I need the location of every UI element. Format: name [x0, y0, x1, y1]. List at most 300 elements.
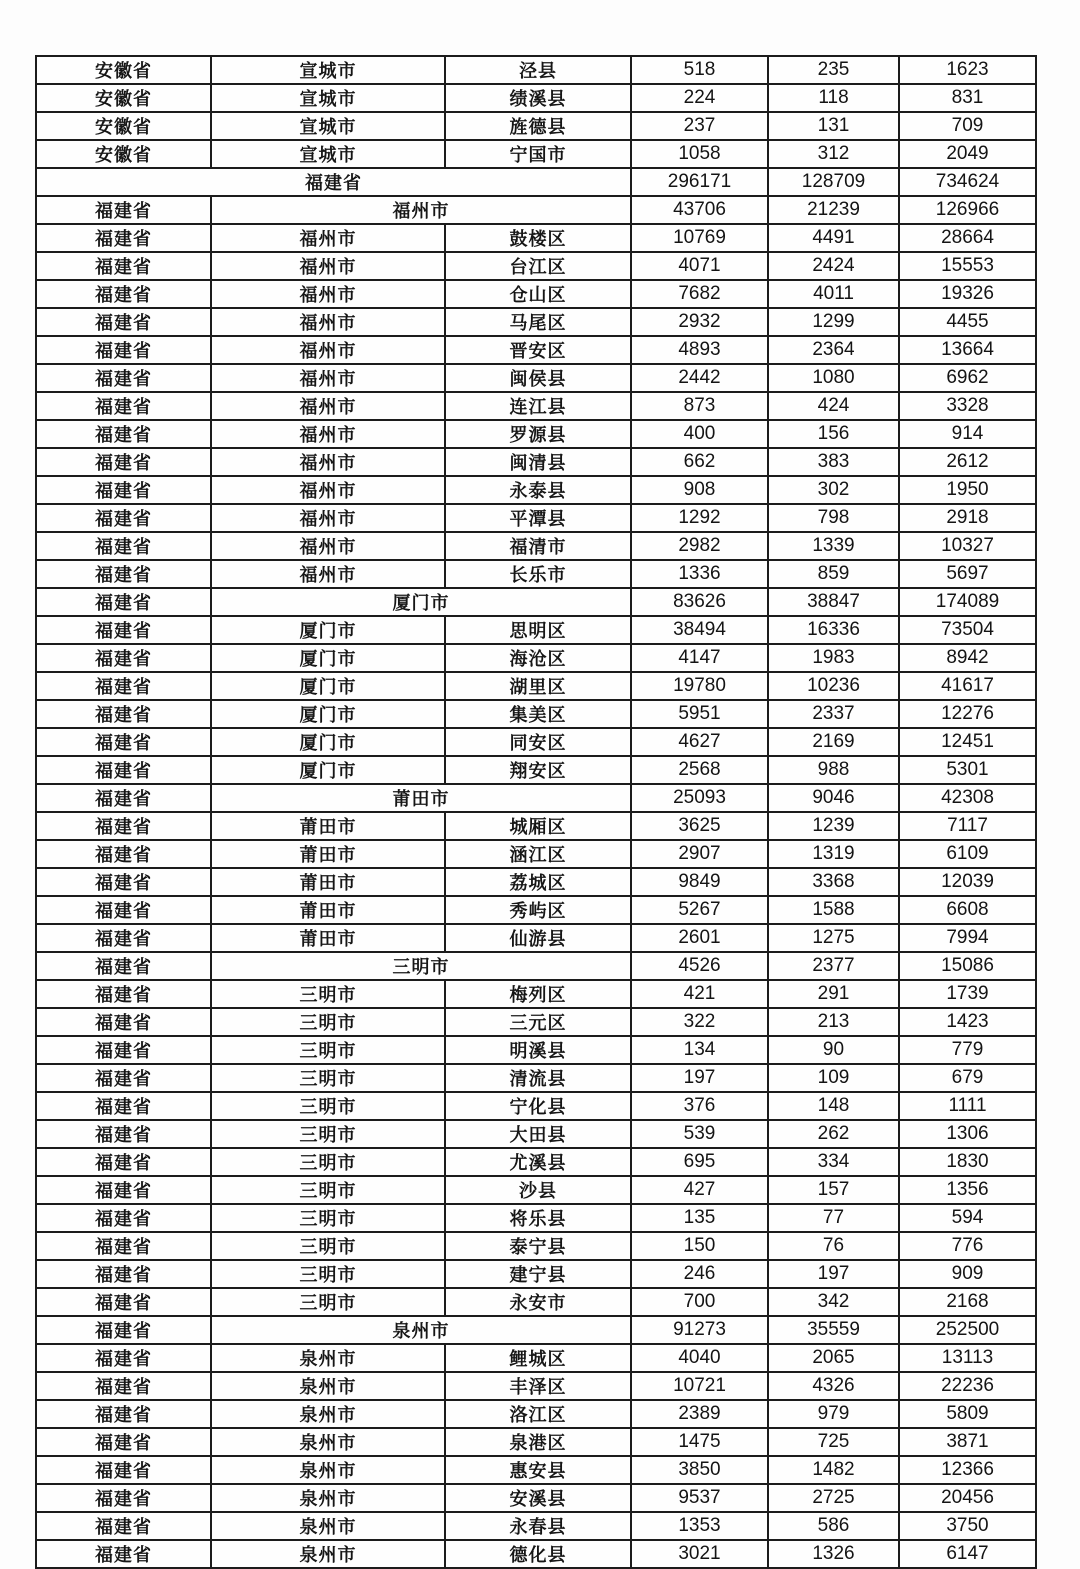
city-cell: 三明市	[211, 1260, 445, 1288]
table-body	[36, 56, 1036, 1568]
county-cell: 台江区	[445, 252, 631, 280]
table-row	[36, 364, 1036, 392]
value3-cell: 1739	[899, 980, 1036, 1008]
city-cell: 福州市	[211, 420, 445, 448]
table-row	[36, 168, 1036, 196]
table-row	[36, 1092, 1036, 1120]
value3-cell: 7994	[899, 924, 1036, 952]
province-cell: 福建省	[36, 952, 211, 980]
province-cell: 福建省	[36, 1344, 211, 1372]
table-row	[36, 840, 1036, 868]
value1-cell: 246	[631, 1260, 768, 1288]
value3-cell: 13664	[899, 336, 1036, 364]
value2-cell: 2424	[768, 252, 899, 280]
province-cell: 福建省	[36, 532, 211, 560]
value3-cell: 12276	[899, 700, 1036, 728]
county-cell: 旌德县	[445, 112, 631, 140]
value2-cell: 157	[768, 1176, 899, 1204]
province-cell: 福建省	[36, 1260, 211, 1288]
city-cell: 厦门市	[211, 644, 445, 672]
province-cell: 福建省	[36, 1176, 211, 1204]
province-cell: 福建省	[36, 392, 211, 420]
value1-cell: 19780	[631, 672, 768, 700]
value1-cell: 2442	[631, 364, 768, 392]
city-cell: 厦门市	[211, 700, 445, 728]
value1-cell: 539	[631, 1120, 768, 1148]
city-cell: 福州市	[211, 308, 445, 336]
value1-cell: 3625	[631, 812, 768, 840]
city-cell: 宣城市	[211, 112, 445, 140]
value2-cell: 1339	[768, 532, 899, 560]
value3-cell: 709	[899, 112, 1036, 140]
value3-cell: 22236	[899, 1372, 1036, 1400]
value3-cell: 3328	[899, 392, 1036, 420]
county-cell: 宁国市	[445, 140, 631, 168]
province-cell: 福建省	[36, 560, 211, 588]
value1-cell: 2907	[631, 840, 768, 868]
value1-cell: 9537	[631, 1484, 768, 1512]
value1-cell: 7682	[631, 280, 768, 308]
value1-cell: 1336	[631, 560, 768, 588]
value2-cell: 262	[768, 1120, 899, 1148]
value2-cell: 90	[768, 1036, 899, 1064]
value3-cell: 42308	[899, 784, 1036, 812]
value2-cell: 1983	[768, 644, 899, 672]
city-total-cell: 莆田市	[211, 784, 631, 812]
county-cell: 永安市	[445, 1288, 631, 1316]
province-cell: 福建省	[36, 1204, 211, 1232]
county-cell: 泰宁县	[445, 1232, 631, 1260]
county-cell: 大田县	[445, 1120, 631, 1148]
county-cell: 尤溪县	[445, 1148, 631, 1176]
value2-cell: 109	[768, 1064, 899, 1092]
city-cell: 泉州市	[211, 1372, 445, 1400]
province-cell: 福建省	[36, 448, 211, 476]
value3-cell: 126966	[899, 196, 1036, 224]
table-row	[36, 1036, 1036, 1064]
province-cell: 福建省	[36, 336, 211, 364]
value2-cell: 2364	[768, 336, 899, 364]
city-cell: 三明市	[211, 1204, 445, 1232]
value1-cell: 427	[631, 1176, 768, 1204]
county-cell: 闽清县	[445, 448, 631, 476]
value2-cell: 38847	[768, 588, 899, 616]
city-cell: 泉州市	[211, 1344, 445, 1372]
city-cell: 莆田市	[211, 812, 445, 840]
value1-cell: 5267	[631, 896, 768, 924]
value1-cell: 873	[631, 392, 768, 420]
table-row	[36, 1120, 1036, 1148]
county-cell: 翔安区	[445, 756, 631, 784]
value2-cell: 383	[768, 448, 899, 476]
table-row	[36, 336, 1036, 364]
value3-cell: 1423	[899, 1008, 1036, 1036]
table-row	[36, 616, 1036, 644]
value3-cell: 2918	[899, 504, 1036, 532]
table-row	[36, 84, 1036, 112]
table-row	[36, 1400, 1036, 1428]
value1-cell: 4040	[631, 1344, 768, 1372]
county-cell: 闽侯县	[445, 364, 631, 392]
province-cell: 福建省	[36, 1372, 211, 1400]
value3-cell: 174089	[899, 588, 1036, 616]
value2-cell: 1482	[768, 1456, 899, 1484]
value2-cell: 9046	[768, 784, 899, 812]
value1-cell: 296171	[631, 168, 768, 196]
city-total-cell: 泉州市	[211, 1316, 631, 1344]
city-cell: 宣城市	[211, 84, 445, 112]
value3-cell: 12039	[899, 868, 1036, 896]
value1-cell: 4627	[631, 728, 768, 756]
province-cell: 福建省	[36, 756, 211, 784]
value1-cell: 224	[631, 84, 768, 112]
city-cell: 泉州市	[211, 1484, 445, 1512]
table-row	[36, 560, 1036, 588]
county-cell: 鲤城区	[445, 1344, 631, 1372]
table-row	[36, 56, 1036, 84]
county-cell: 梅列区	[445, 980, 631, 1008]
province-cell: 福建省	[36, 812, 211, 840]
value1-cell: 2932	[631, 308, 768, 336]
value1-cell: 1353	[631, 1512, 768, 1540]
county-cell: 同安区	[445, 728, 631, 756]
city-total-cell: 厦门市	[211, 588, 631, 616]
value1-cell: 237	[631, 112, 768, 140]
city-cell: 三明市	[211, 1008, 445, 1036]
value2-cell: 798	[768, 504, 899, 532]
city-cell: 三明市	[211, 1148, 445, 1176]
value3-cell: 20456	[899, 1484, 1036, 1512]
province-cell: 福建省	[36, 924, 211, 952]
province-cell: 福建省	[36, 896, 211, 924]
province-cell: 福建省	[36, 1428, 211, 1456]
province-cell: 福建省	[36, 644, 211, 672]
city-cell: 三明市	[211, 1232, 445, 1260]
value1-cell: 4526	[631, 952, 768, 980]
value2-cell: 213	[768, 1008, 899, 1036]
city-cell: 莆田市	[211, 896, 445, 924]
value3-cell: 5697	[899, 560, 1036, 588]
value2-cell: 2337	[768, 700, 899, 728]
value3-cell: 2168	[899, 1288, 1036, 1316]
table-row	[36, 728, 1036, 756]
value3-cell: 12451	[899, 728, 1036, 756]
value3-cell: 2612	[899, 448, 1036, 476]
table-row	[36, 140, 1036, 168]
value3-cell: 10327	[899, 532, 1036, 560]
value2-cell: 21239	[768, 196, 899, 224]
city-cell: 厦门市	[211, 728, 445, 756]
county-cell: 安溪县	[445, 1484, 631, 1512]
table-row	[36, 952, 1036, 980]
table-row	[36, 756, 1036, 784]
value2-cell: 291	[768, 980, 899, 1008]
table-row	[36, 448, 1036, 476]
value2-cell: 1275	[768, 924, 899, 952]
value1-cell: 150	[631, 1232, 768, 1260]
province-cell: 福建省	[36, 1008, 211, 1036]
table-row	[36, 868, 1036, 896]
province-cell: 福建省	[36, 308, 211, 336]
table-row	[36, 924, 1036, 952]
county-cell: 永泰县	[445, 476, 631, 504]
value3-cell: 1111	[899, 1092, 1036, 1120]
city-cell: 宣城市	[211, 56, 445, 84]
table-row	[36, 1148, 1036, 1176]
value2-cell: 424	[768, 392, 899, 420]
value3-cell: 6962	[899, 364, 1036, 392]
table-row	[36, 196, 1036, 224]
table-row	[36, 1344, 1036, 1372]
value3-cell: 1356	[899, 1176, 1036, 1204]
value2-cell: 302	[768, 476, 899, 504]
value1-cell: 43706	[631, 196, 768, 224]
value1-cell: 400	[631, 420, 768, 448]
county-cell: 集美区	[445, 700, 631, 728]
province-cell: 福建省	[36, 868, 211, 896]
table-row	[36, 812, 1036, 840]
value3-cell: 41617	[899, 672, 1036, 700]
value2-cell: 131	[768, 112, 899, 140]
value1-cell: 700	[631, 1288, 768, 1316]
county-cell: 秀屿区	[445, 896, 631, 924]
value3-cell: 3750	[899, 1512, 1036, 1540]
value2-cell: 4491	[768, 224, 899, 252]
county-cell: 泉港区	[445, 1428, 631, 1456]
county-cell: 将乐县	[445, 1204, 631, 1232]
value3-cell: 679	[899, 1064, 1036, 1092]
province-cell: 安徽省	[36, 84, 211, 112]
table-row	[36, 644, 1036, 672]
value3-cell: 594	[899, 1204, 1036, 1232]
value3-cell: 734624	[899, 168, 1036, 196]
province-cell: 福建省	[36, 280, 211, 308]
city-cell: 福州市	[211, 532, 445, 560]
table-row	[36, 896, 1036, 924]
value2-cell: 586	[768, 1512, 899, 1540]
province-cell: 福建省	[36, 252, 211, 280]
value1-cell: 2601	[631, 924, 768, 952]
value1-cell: 2389	[631, 1400, 768, 1428]
table-row	[36, 1484, 1036, 1512]
table-row	[36, 980, 1036, 1008]
table-row	[36, 504, 1036, 532]
value1-cell: 5951	[631, 700, 768, 728]
county-cell: 马尾区	[445, 308, 631, 336]
county-cell: 绩溪县	[445, 84, 631, 112]
value3-cell: 4455	[899, 308, 1036, 336]
province-cell: 福建省	[36, 504, 211, 532]
province-cell: 福建省	[36, 840, 211, 868]
county-cell: 三元区	[445, 1008, 631, 1036]
city-cell: 莆田市	[211, 868, 445, 896]
county-cell: 湖里区	[445, 672, 631, 700]
value2-cell: 1588	[768, 896, 899, 924]
value1-cell: 25093	[631, 784, 768, 812]
city-cell: 宣城市	[211, 140, 445, 168]
value1-cell: 518	[631, 56, 768, 84]
table-row	[36, 1540, 1036, 1568]
city-cell: 福州市	[211, 504, 445, 532]
county-cell: 惠安县	[445, 1456, 631, 1484]
value1-cell: 1058	[631, 140, 768, 168]
table-row	[36, 1204, 1036, 1232]
county-cell: 鼓楼区	[445, 224, 631, 252]
value2-cell: 235	[768, 56, 899, 84]
table-row	[36, 1428, 1036, 1456]
value3-cell: 5301	[899, 756, 1036, 784]
value1-cell: 908	[631, 476, 768, 504]
county-cell: 福清市	[445, 532, 631, 560]
value2-cell: 3368	[768, 868, 899, 896]
value1-cell: 421	[631, 980, 768, 1008]
city-cell: 福州市	[211, 364, 445, 392]
table-row	[36, 1316, 1036, 1344]
city-total-cell: 三明市	[211, 952, 631, 980]
value2-cell: 312	[768, 140, 899, 168]
value1-cell: 10769	[631, 224, 768, 252]
table-row	[36, 420, 1036, 448]
county-cell: 清流县	[445, 1064, 631, 1092]
value2-cell: 77	[768, 1204, 899, 1232]
table-row	[36, 1260, 1036, 1288]
table-row	[36, 308, 1036, 336]
province-total-cell: 福建省	[36, 168, 631, 196]
city-cell: 厦门市	[211, 616, 445, 644]
value3-cell: 6109	[899, 840, 1036, 868]
value2-cell: 4326	[768, 1372, 899, 1400]
value2-cell: 342	[768, 1288, 899, 1316]
value3-cell: 1306	[899, 1120, 1036, 1148]
value1-cell: 1292	[631, 504, 768, 532]
city-cell: 三明市	[211, 1036, 445, 1064]
value1-cell: 376	[631, 1092, 768, 1120]
city-cell: 莆田市	[211, 840, 445, 868]
value2-cell: 118	[768, 84, 899, 112]
province-cell: 安徽省	[36, 140, 211, 168]
county-cell: 荔城区	[445, 868, 631, 896]
value2-cell: 2725	[768, 1484, 899, 1512]
province-cell: 福建省	[36, 784, 211, 812]
table-row	[36, 112, 1036, 140]
province-cell: 福建省	[36, 616, 211, 644]
county-cell: 仓山区	[445, 280, 631, 308]
value1-cell: 3021	[631, 1540, 768, 1568]
table-row	[36, 784, 1036, 812]
province-cell: 福建省	[36, 1456, 211, 1484]
city-cell: 三明市	[211, 1120, 445, 1148]
province-cell: 福建省	[36, 476, 211, 504]
county-cell: 罗源县	[445, 420, 631, 448]
county-cell: 丰泽区	[445, 1372, 631, 1400]
province-cell: 福建省	[36, 1316, 211, 1344]
value2-cell: 1299	[768, 308, 899, 336]
city-cell: 福州市	[211, 336, 445, 364]
province-cell: 福建省	[36, 1484, 211, 1512]
value1-cell: 3850	[631, 1456, 768, 1484]
value3-cell: 252500	[899, 1316, 1036, 1344]
value1-cell: 322	[631, 1008, 768, 1036]
value2-cell: 16336	[768, 616, 899, 644]
value1-cell: 83626	[631, 588, 768, 616]
value2-cell: 2065	[768, 1344, 899, 1372]
city-cell: 厦门市	[211, 672, 445, 700]
province-cell: 福建省	[36, 700, 211, 728]
city-cell: 福州市	[211, 280, 445, 308]
table-row	[36, 1372, 1036, 1400]
county-cell: 洛江区	[445, 1400, 631, 1428]
value3-cell: 914	[899, 420, 1036, 448]
table-row	[36, 532, 1036, 560]
province-cell: 福建省	[36, 1288, 211, 1316]
value3-cell: 3871	[899, 1428, 1036, 1456]
value3-cell: 6608	[899, 896, 1036, 924]
value1-cell: 134	[631, 1036, 768, 1064]
city-cell: 三明市	[211, 980, 445, 1008]
city-cell: 泉州市	[211, 1400, 445, 1428]
table-row	[36, 1232, 1036, 1260]
value1-cell: 1475	[631, 1428, 768, 1456]
province-cell: 福建省	[36, 1148, 211, 1176]
value3-cell: 2049	[899, 140, 1036, 168]
table-row	[36, 1064, 1036, 1092]
city-cell: 厦门市	[211, 756, 445, 784]
value2-cell: 859	[768, 560, 899, 588]
city-cell: 福州市	[211, 560, 445, 588]
value3-cell: 1950	[899, 476, 1036, 504]
province-cell: 福建省	[36, 1540, 211, 1568]
city-cell: 莆田市	[211, 924, 445, 952]
value1-cell: 4147	[631, 644, 768, 672]
county-cell: 宁化县	[445, 1092, 631, 1120]
value1-cell: 10721	[631, 1372, 768, 1400]
value2-cell: 148	[768, 1092, 899, 1120]
value3-cell: 15553	[899, 252, 1036, 280]
value2-cell: 197	[768, 1260, 899, 1288]
county-cell: 连江县	[445, 392, 631, 420]
province-cell: 福建省	[36, 672, 211, 700]
province-cell: 安徽省	[36, 112, 211, 140]
value1-cell: 2982	[631, 532, 768, 560]
table-row	[36, 1288, 1036, 1316]
county-cell: 建宁县	[445, 1260, 631, 1288]
value2-cell: 725	[768, 1428, 899, 1456]
province-cell: 福建省	[36, 980, 211, 1008]
value1-cell: 91273	[631, 1316, 768, 1344]
county-cell: 涵江区	[445, 840, 631, 868]
value2-cell: 1319	[768, 840, 899, 868]
city-cell: 福州市	[211, 252, 445, 280]
city-cell: 三明市	[211, 1092, 445, 1120]
county-cell: 长乐市	[445, 560, 631, 588]
table-row	[36, 588, 1036, 616]
province-cell: 福建省	[36, 420, 211, 448]
table-row	[36, 392, 1036, 420]
table-row	[36, 224, 1036, 252]
value1-cell: 2568	[631, 756, 768, 784]
value3-cell: 1623	[899, 56, 1036, 84]
value2-cell: 988	[768, 756, 899, 784]
value3-cell: 831	[899, 84, 1036, 112]
table-row	[36, 672, 1036, 700]
province-cell: 福建省	[36, 1232, 211, 1260]
value1-cell: 197	[631, 1064, 768, 1092]
region-statistics-table	[35, 55, 1037, 1569]
table-row	[36, 1008, 1036, 1036]
value3-cell: 15086	[899, 952, 1036, 980]
value1-cell: 4893	[631, 336, 768, 364]
city-cell: 泉州市	[211, 1428, 445, 1456]
